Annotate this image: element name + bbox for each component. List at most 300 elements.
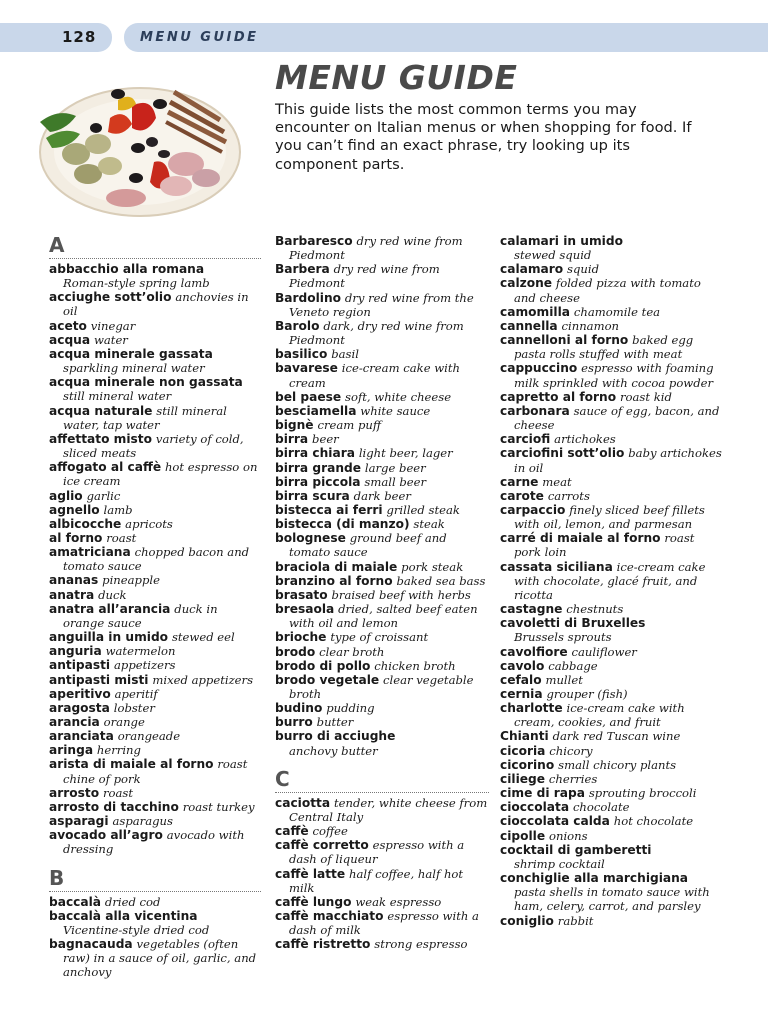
glossary-term: anguilla in umido <box>49 630 169 645</box>
glossary-entry <box>49 432 261 460</box>
glossary-definition: clear vegetable broth <box>289 672 474 701</box>
glossary-term: castagne <box>500 602 563 617</box>
glossary-entry <box>500 333 722 361</box>
glossary-entry <box>49 489 261 503</box>
glossary-entry <box>49 573 261 587</box>
glossary-term: basilico <box>275 347 328 362</box>
glossary-entry <box>500 800 722 814</box>
glossary-term: brodo vegetale <box>275 672 380 687</box>
glossary-definition: pudding <box>326 701 375 716</box>
glossary-entry <box>49 828 261 856</box>
glossary-term: brasato <box>275 587 328 602</box>
glossary-entry <box>500 602 722 616</box>
glossary-term: cicoria <box>500 743 546 758</box>
glossary-entry <box>275 659 489 673</box>
glossary-entry <box>275 503 489 517</box>
glossary-term: carbonara <box>500 403 570 418</box>
glossary-definition: dry red wine from the Veneto region <box>289 290 474 319</box>
glossary-definition: dry red wine from Piedmont <box>289 262 440 291</box>
glossary-definition: espresso with foaming milk sprinkled with cocoa powder <box>514 361 714 390</box>
glossary-term: bolognese <box>275 531 346 546</box>
glossary-term: cannelloni al forno <box>500 333 629 348</box>
glossary-definition: onions <box>549 828 588 843</box>
glossary-entry <box>500 814 722 828</box>
glossary-term: cappuccino <box>500 361 578 376</box>
glossary-definition: cauliflower <box>571 644 637 659</box>
glossary-entry <box>49 347 261 375</box>
glossary-entry <box>49 319 261 333</box>
glossary-term: bistecca ai ferri <box>275 502 383 517</box>
glossary-entry <box>49 743 261 757</box>
glossary-term: birra <box>275 432 309 447</box>
glossary-definition: squid <box>567 262 600 277</box>
glossary-term: birra grande <box>275 460 362 475</box>
glossary-definition: sparkling mineral water <box>63 361 205 376</box>
glossary-entry <box>500 560 722 602</box>
header-band <box>0 23 768 52</box>
glossary-entry <box>49 687 261 701</box>
glossary-entry <box>500 432 722 446</box>
glossary-entry <box>500 262 722 276</box>
glossary-column-3 <box>500 234 722 928</box>
glossary-term: aringa <box>49 743 94 758</box>
glossary-entry <box>500 729 722 743</box>
glossary-definition: herring <box>96 743 141 758</box>
glossary-definition: butter <box>316 715 354 730</box>
glossary-term: agnello <box>49 502 100 517</box>
section-letter-heading: B <box>49 867 261 892</box>
glossary-term: capretto al forno <box>500 389 617 404</box>
glossary-entry <box>275 319 489 347</box>
glossary-definition: cinnamon <box>561 318 620 333</box>
glossary-entry <box>500 319 722 333</box>
glossary-entry <box>500 531 722 559</box>
page-number-tab <box>0 23 112 52</box>
glossary-entry <box>500 758 722 772</box>
glossary-entry <box>275 560 489 574</box>
glossary-entry <box>500 659 722 673</box>
glossary-definition: grilled steak <box>386 502 460 517</box>
glossary-entry <box>49 757 261 785</box>
glossary-definition: vinegar <box>90 318 136 333</box>
glossary-definition: large beer <box>364 460 426 475</box>
glossary-term: arrosto <box>49 785 100 800</box>
glossary-definition: duck in orange sauce <box>63 601 218 630</box>
glossary-term: Barbaresco <box>275 234 353 248</box>
glossary-entry <box>500 701 722 729</box>
glossary-entry <box>500 744 722 758</box>
glossary-entry <box>275 234 489 262</box>
glossary-entry <box>275 645 489 659</box>
glossary-term: baccalà alla vicentina <box>49 908 198 923</box>
glossary-definition: mixed appetizers <box>152 672 254 687</box>
glossary-entry <box>275 937 489 951</box>
glossary-entry <box>49 786 261 800</box>
glossary-definition: rabbit <box>557 913 594 928</box>
glossary-definition: watermelon <box>105 644 176 659</box>
glossary-entry <box>500 475 722 489</box>
section-letter-heading: C <box>275 768 489 793</box>
glossary-definition: stewed squid <box>514 248 592 263</box>
glossary-definition: ice-cream cake with cream, cookies, and fruit <box>514 701 685 730</box>
glossary-entry <box>49 729 261 743</box>
glossary-term: bistecca (di manzo) <box>275 517 410 532</box>
glossary-definition: grouper (fish) <box>546 687 628 701</box>
glossary-definition: roast turkey <box>182 799 255 814</box>
glossary-entry <box>275 909 489 937</box>
glossary-entry <box>275 531 489 559</box>
section-tab <box>124 23 768 52</box>
glossary-definition: dried cod <box>104 894 161 909</box>
glossary-term: aglio <box>49 488 83 503</box>
glossary-definition: lamb <box>103 502 133 517</box>
glossary-term: cefalo <box>500 672 542 687</box>
glossary-entry <box>275 796 489 824</box>
glossary-entry <box>275 446 489 460</box>
glossary-term: conchiglie alla marchigiana <box>500 871 689 886</box>
glossary-term: burro di acciughe <box>275 729 396 744</box>
glossary-entry <box>49 290 261 318</box>
glossary-term: ananas <box>49 573 99 588</box>
glossary-term: cavoletti di Bruxelles <box>500 616 646 631</box>
glossary-term: baccalà <box>49 894 102 909</box>
glossary-entry <box>275 867 489 895</box>
page-number: 128 <box>62 28 97 46</box>
glossary-definition: folded pizza with tomato and cheese <box>514 276 701 305</box>
glossary-definition: mullet <box>545 672 583 687</box>
glossary-term: birra scura <box>275 488 350 503</box>
glossary-term: cannella <box>500 318 558 333</box>
glossary-term: cioccolata <box>500 800 570 815</box>
glossary-definition: chopped bacon and tomato sauce <box>63 545 250 574</box>
glossary-term: aranciata <box>49 729 114 744</box>
glossary-entry <box>275 291 489 319</box>
glossary-term: arancia <box>49 715 100 729</box>
glossary-entry <box>500 843 722 871</box>
glossary-column-1 <box>49 234 261 980</box>
glossary-entry <box>49 895 261 909</box>
glossary-definition: shrimp cocktail <box>514 856 605 871</box>
glossary-definition: chocolate <box>572 800 630 815</box>
glossary-term: ciliege <box>500 771 546 786</box>
glossary-entry <box>275 461 489 475</box>
glossary-entry <box>49 460 261 488</box>
glossary-entry <box>49 602 261 630</box>
glossary-definition: espresso with a dash of milk <box>289 909 479 938</box>
glossary-term: carote <box>500 488 544 503</box>
glossary-entry <box>49 909 261 937</box>
glossary-term: caffè corretto <box>275 838 369 853</box>
glossary-term: bavarese <box>275 361 338 376</box>
glossary-term: cernia <box>500 687 543 701</box>
glossary-term: calzone <box>500 276 553 291</box>
glossary-definition: tender, white cheese from Central Italy <box>289 795 488 824</box>
glossary-entry <box>49 630 261 644</box>
glossary-entry <box>275 347 489 361</box>
glossary-term: camomilla <box>500 304 570 319</box>
glossary-definition: weak espresso <box>355 894 442 909</box>
glossary-term: calamari in umido <box>500 234 623 248</box>
glossary-term: affogato al caffè <box>49 460 162 475</box>
glossary-entry <box>275 390 489 404</box>
glossary-definition: sauce of egg, bacon, and cheese <box>514 403 720 433</box>
glossary-definition: ice-cream cake with cream <box>289 361 460 390</box>
glossary-term: cipolle <box>500 828 546 843</box>
glossary-term: aceto <box>49 318 87 333</box>
glossary-definition: asparagus <box>112 814 173 829</box>
glossary-term: cioccolata calda <box>500 814 610 829</box>
glossary-definition: pork steak <box>401 559 464 574</box>
glossary-definition: anchovy butter <box>289 743 378 758</box>
glossary-term: besciamella <box>275 403 357 418</box>
glossary-entry <box>500 361 722 389</box>
glossary-entry <box>500 786 722 800</box>
glossary-term: affettato misto <box>49 431 153 446</box>
glossary-entry <box>275 630 489 644</box>
glossary-definition: dark, dry red wine from Piedmont <box>289 318 464 348</box>
glossary-term: acciughe sott’olio <box>49 290 172 305</box>
glossary-definition: finely sliced beef fillets with oil, lemon, and parmesan <box>514 502 705 532</box>
glossary-definition: water <box>93 332 128 347</box>
glossary-term: brodo di pollo <box>275 658 371 673</box>
glossary-entry <box>275 729 489 757</box>
glossary-definition: roast pork loin <box>514 531 695 560</box>
glossary-entry <box>500 234 722 262</box>
glossary-term: bel paese <box>275 389 342 404</box>
glossary-entry <box>49 404 261 432</box>
glossary-entry <box>49 814 261 828</box>
glossary-entry <box>275 432 489 446</box>
glossary-term: carciofi <box>500 432 551 447</box>
glossary-definition: orange <box>103 715 145 729</box>
glossary-term: brodo <box>275 644 316 659</box>
glossary-definition: chamomile tea <box>573 304 661 319</box>
glossary-definition: roast kid <box>619 389 672 404</box>
glossary-definition: dry red wine from Piedmont <box>289 234 463 263</box>
intro-paragraph: This guide lists the most common terms you may encounter on Italian menus or when shopping for food. If you can’t find an exact phrase, try looking up its component parts. <box>275 101 692 173</box>
glossary-definition: braised beef with herbs <box>331 587 471 602</box>
glossary-entry <box>49 701 261 715</box>
glossary-term: brioche <box>275 630 327 645</box>
glossary-term: bignè <box>275 418 314 433</box>
glossary-entry <box>500 645 722 659</box>
glossary-term: abbacchio alla romana <box>49 262 205 276</box>
glossary-entry <box>49 503 261 517</box>
glossary-term: caffè macchiato <box>275 909 384 924</box>
glossary-definition: variety of cold, sliced meats <box>63 431 244 461</box>
glossary-term: albicocche <box>49 516 122 531</box>
glossary-definition: dried, salted beef eaten with oil and lemon <box>289 602 478 631</box>
glossary-term: caciotta <box>275 795 331 810</box>
glossary-definition: roast <box>106 530 137 545</box>
glossary-definition: baked egg pasta rolls stuffed with meat <box>514 333 694 362</box>
glossary-entry <box>275 701 489 715</box>
glossary-definition: dark beer <box>353 488 411 503</box>
glossary-term: birra piccola <box>275 474 361 489</box>
glossary-term: carciofini sott’olio <box>500 446 625 461</box>
glossary-term: cocktail di gamberetti <box>500 842 652 857</box>
glossary-entry <box>49 375 261 403</box>
glossary-term: calamaro <box>500 262 564 277</box>
glossary-entry <box>500 489 722 503</box>
glossary-definition: steak <box>413 517 445 532</box>
glossary-term: acqua <box>49 332 91 347</box>
glossary-definition: apricots <box>125 516 173 531</box>
glossary-term: anatra all’arancia <box>49 601 171 616</box>
glossary-entry <box>500 503 722 531</box>
glossary-definition: baked sea bass <box>396 573 486 588</box>
glossary-definition: lobster <box>113 700 155 715</box>
glossary-column-2 <box>275 234 489 952</box>
glossary-entry <box>275 602 489 630</box>
glossary-definition: baby artichokes in oil <box>514 446 722 475</box>
glossary-definition: cherries <box>548 771 598 786</box>
glossary-entry <box>500 305 722 319</box>
glossary-term: branzino al forno <box>275 573 393 588</box>
glossary-term: coniglio <box>500 913 554 928</box>
glossary-term: charlotte <box>500 701 563 716</box>
glossary-definition: stewed eel <box>171 630 235 645</box>
glossary-definition: chestnuts <box>566 602 624 617</box>
glossary-term: acqua minerale gassata <box>49 346 213 361</box>
glossary-entry <box>49 658 261 672</box>
glossary-term: al forno <box>49 530 103 545</box>
glossary-definition: garlic <box>86 488 121 503</box>
glossary-definition: avocado with dressing <box>63 828 245 857</box>
glossary-term: bagnacauda <box>49 937 133 952</box>
glossary-term: cicorino <box>500 757 555 772</box>
glossary-entry <box>500 673 722 687</box>
glossary-definition: Roman-style spring lamb <box>63 276 210 291</box>
glossary-entry <box>275 262 489 290</box>
glossary-entry <box>275 673 489 701</box>
glossary-definition: duck <box>98 587 127 602</box>
glossary-term: caffè lungo <box>275 894 352 909</box>
glossary-definition: white sauce <box>360 403 431 418</box>
glossary-term: burro <box>275 715 313 730</box>
glossary-term: arrosto di tacchino <box>49 799 179 814</box>
glossary-entry <box>275 361 489 389</box>
glossary-term: Bardolino <box>275 290 342 305</box>
glossary-term: avocado all’agro <box>49 828 163 843</box>
glossary-entry <box>49 673 261 687</box>
glossary-definition: ground beef and tomato sauce <box>289 531 447 560</box>
antipasto-plate-image <box>36 78 242 220</box>
glossary-definition: appetizers <box>114 658 176 673</box>
glossary-entry <box>49 644 261 658</box>
glossary-term: caffè latte <box>275 866 346 881</box>
glossary-definition: aperitif <box>114 686 158 701</box>
glossary-definition: hot chocolate <box>613 814 694 829</box>
glossary-term: amatriciana <box>49 545 131 560</box>
glossary-entry <box>275 895 489 909</box>
glossary-term: bresaola <box>275 602 335 617</box>
glossary-entry <box>275 574 489 588</box>
glossary-term: anatra <box>49 587 95 602</box>
glossary-definition: cabbage <box>548 658 598 673</box>
glossary-definition: Brussels sprouts <box>514 630 612 645</box>
glossary-entry <box>275 475 489 489</box>
glossary-term: acqua naturale <box>49 403 153 418</box>
glossary-definition: half coffee, half hot milk <box>289 866 464 895</box>
glossary-entry <box>49 262 261 290</box>
glossary-term: asparagi <box>49 814 109 829</box>
glossary-definition: roast <box>102 785 133 800</box>
glossary-definition: small beer <box>364 474 427 489</box>
glossary-definition: cream puff <box>317 418 382 433</box>
glossary-term: Barolo <box>275 318 320 333</box>
glossary-definition: beer <box>312 432 339 447</box>
glossary-entry <box>500 914 722 928</box>
glossary-entry <box>275 404 489 418</box>
glossary-term: braciola di maiale <box>275 559 398 574</box>
glossary-definition: vegetables (often raw) in a sauce of oil, garlic, and anchovy <box>63 937 257 980</box>
glossary-entry <box>500 404 722 432</box>
glossary-definition: still mineral water, tap water <box>63 403 227 432</box>
glossary-entry <box>49 545 261 573</box>
glossary-definition: roast chine of pork <box>63 757 248 786</box>
glossary-definition: carrots <box>547 488 590 503</box>
glossary-entry <box>500 446 722 474</box>
glossary-definition: anchovies in oil <box>63 290 249 319</box>
glossary-entry <box>275 588 489 602</box>
glossary-definition: small chicory plants <box>558 757 677 772</box>
glossary-term: carpaccio <box>500 502 566 517</box>
glossary-entry <box>49 517 261 531</box>
glossary-term: caffè <box>275 824 309 839</box>
glossary-term: birra chiara <box>275 446 355 461</box>
glossary-entry <box>500 276 722 304</box>
glossary-entry <box>500 616 722 644</box>
glossary-term: Barbera <box>275 262 330 277</box>
section-label: MENU GUIDE <box>140 30 259 45</box>
glossary-definition: type of croissant <box>330 630 429 645</box>
glossary-entry <box>275 824 489 838</box>
glossary-definition: soft, white cheese <box>345 389 452 404</box>
glossary-entry <box>275 489 489 503</box>
glossary-term: antipasti misti <box>49 672 149 687</box>
glossary-entry <box>500 871 722 913</box>
glossary-entry <box>500 772 722 786</box>
glossary-term: aperitivo <box>49 686 111 701</box>
glossary-definition: Vicentine-style dried cod <box>63 922 210 937</box>
glossary-term: caffè ristretto <box>275 937 371 952</box>
glossary-definition: pineapple <box>102 573 160 588</box>
glossary-term: cassata siciliana <box>500 559 613 574</box>
glossary-entry <box>275 838 489 866</box>
section-letter-heading: A <box>49 234 261 259</box>
glossary-definition: chicken broth <box>374 658 456 673</box>
glossary-definition: clear broth <box>319 644 385 659</box>
glossary-entry <box>275 517 489 531</box>
glossary-definition: espresso with a dash of liqueur <box>289 838 465 867</box>
glossary-entry <box>275 418 489 432</box>
glossary-entry <box>500 687 722 701</box>
glossary-term: carne <box>500 474 539 489</box>
glossary-definition: light beer, lager <box>358 446 453 461</box>
glossary-term: cavolfiore <box>500 644 568 659</box>
glossary-entry <box>49 531 261 545</box>
glossary-definition: dark red Tuscan wine <box>552 729 681 744</box>
glossary-definition: pasta shells in tomato sauce with ham, celery, carrot, and parsley <box>514 885 710 914</box>
glossary-entry <box>49 333 261 347</box>
glossary-term: anguria <box>49 644 102 659</box>
glossary-entry <box>275 715 489 729</box>
glossary-entry <box>500 829 722 843</box>
glossary-entry <box>49 715 261 729</box>
glossary-definition: strong espresso <box>374 937 468 952</box>
glossary-definition: meat <box>542 474 572 489</box>
